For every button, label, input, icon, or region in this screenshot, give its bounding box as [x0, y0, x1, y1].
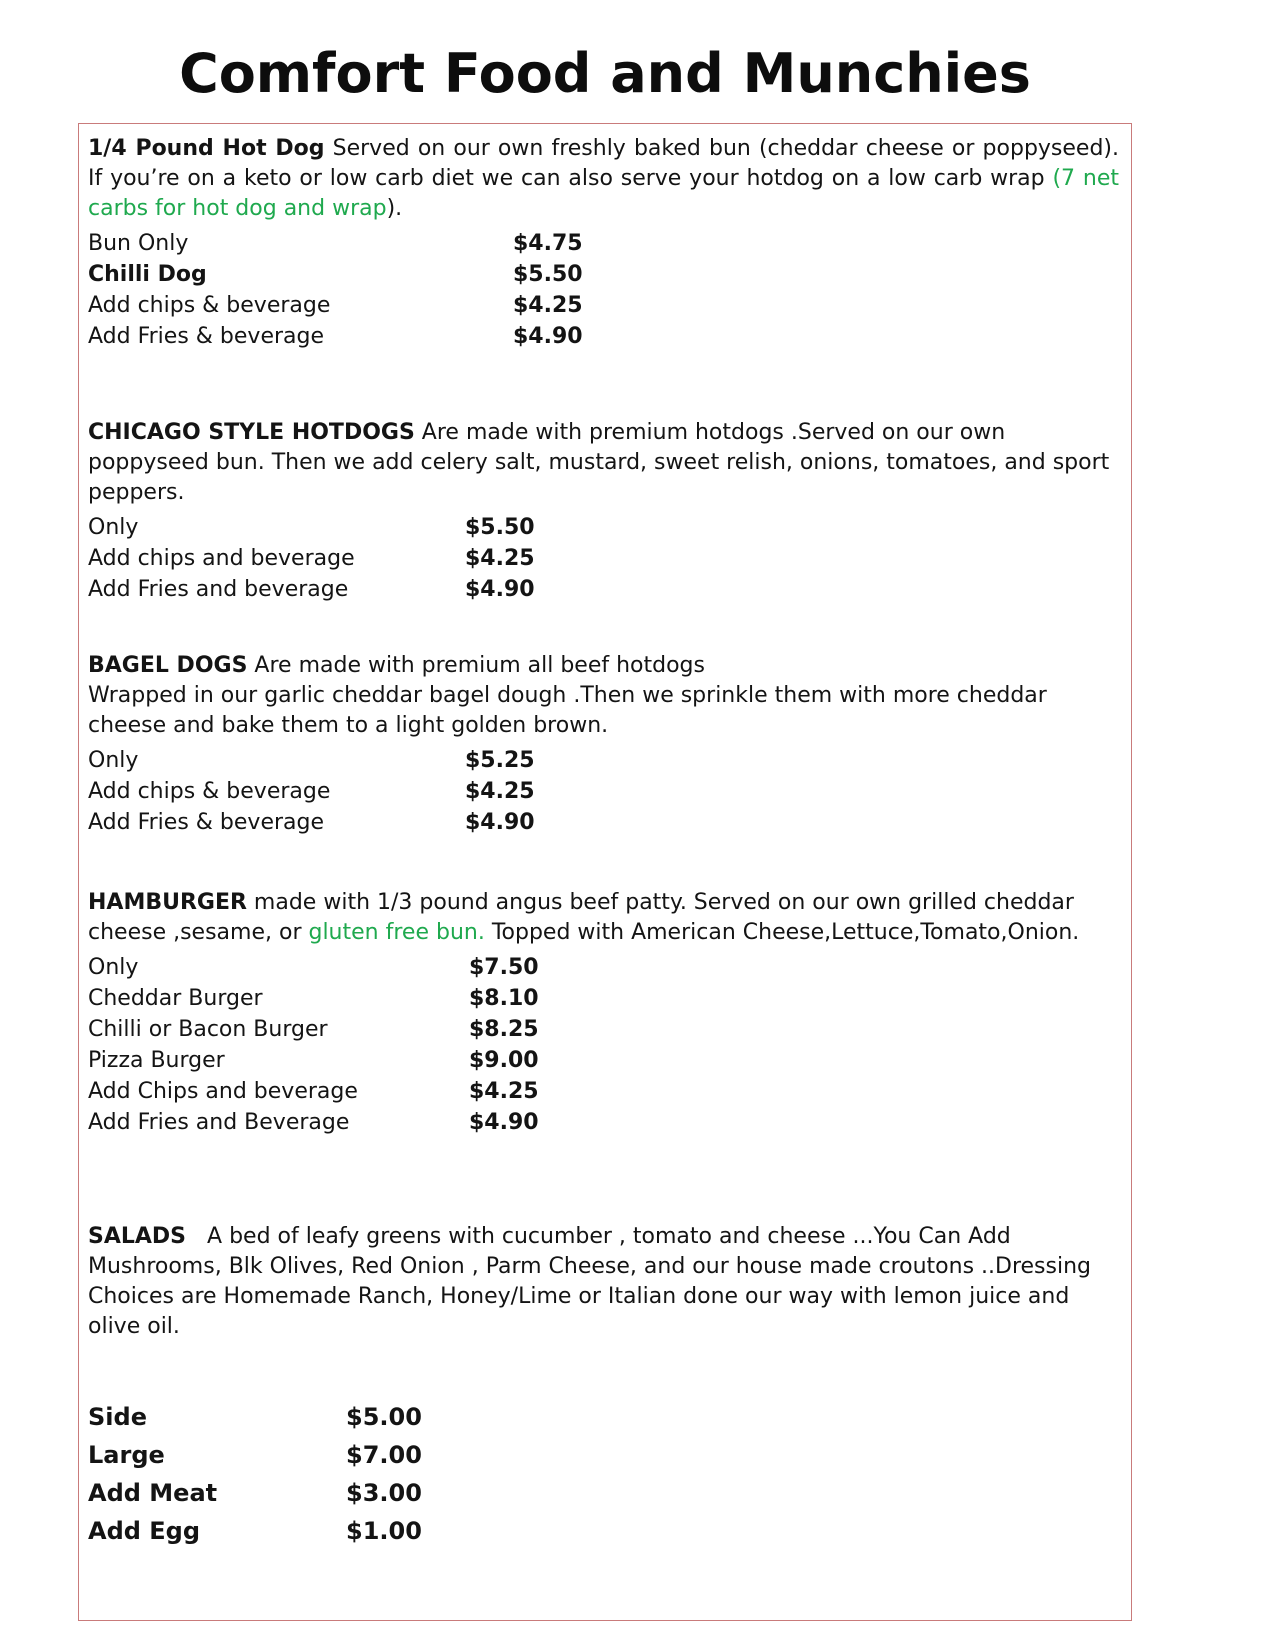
- menu-item: [88, 1512, 1119, 1550]
- item-label: Add chips and beverage: [88, 546, 355, 571]
- item-price: $5.25: [465, 748, 535, 773]
- item-label: Bun Only: [88, 231, 189, 256]
- item-label: Chilli Dog: [88, 262, 207, 287]
- section-heading: BAGEL DOGS: [88, 653, 248, 678]
- item-label: Side: [88, 1403, 147, 1431]
- menu-item: [88, 290, 1119, 321]
- item-label: Chilli or Bacon Burger: [88, 1017, 328, 1042]
- item-label: Only: [88, 955, 139, 980]
- section-hamburger: [88, 888, 1119, 1138]
- description-text: made with 1/3 pound angus beef patty. Served on our own grilled cheddar cheese ,sesame, or: [88, 890, 1074, 945]
- item-label: Only: [88, 515, 139, 540]
- item-price: $4.25: [513, 293, 583, 318]
- description-text: ).: [386, 196, 403, 221]
- item-price: $5.00: [346, 1403, 422, 1431]
- section-bagel-dogs: [88, 651, 1119, 838]
- item-label: Add Egg: [88, 1517, 201, 1545]
- section-description: [88, 888, 1119, 948]
- item-price: $4.25: [465, 546, 535, 571]
- item-label: Add Fries and beverage: [88, 577, 349, 602]
- item-label: Large: [88, 1441, 165, 1469]
- item-label: Add Fries & beverage: [88, 324, 325, 349]
- menu-item: [88, 574, 1119, 605]
- item-price: $3.00: [346, 1479, 422, 1507]
- section-heading: SALADS: [88, 1224, 187, 1249]
- menu-item: [88, 807, 1119, 838]
- item-price: $5.50: [465, 515, 535, 540]
- item-price: $1.00: [346, 1517, 422, 1545]
- menu-item: [88, 952, 1119, 983]
- menu-item: [88, 1014, 1119, 1045]
- description-text: Are made with premium all beef hotdogs: [247, 653, 705, 678]
- item-list: [88, 1398, 1119, 1550]
- menu-item: [88, 983, 1119, 1014]
- section-description: [88, 1222, 1119, 1342]
- menu-item: [88, 259, 1119, 290]
- menu-item: [88, 512, 1119, 543]
- section-heading: CHICAGO STYLE HOTDOGS: [88, 420, 415, 445]
- menu-item: [88, 321, 1119, 352]
- item-price: $8.25: [469, 1017, 539, 1042]
- item-label: Add Chips and beverage: [88, 1079, 358, 1104]
- item-price: $4.75: [513, 231, 583, 256]
- item-price: $4.90: [513, 324, 583, 349]
- item-label: Add Meat: [88, 1479, 218, 1507]
- item-label: Add chips & beverage: [88, 779, 331, 804]
- item-price: $4.90: [465, 810, 535, 835]
- item-price: $5.50: [513, 262, 583, 287]
- menu-item: [88, 228, 1119, 259]
- description-highlight-green: (7 net carbs for hot dog and wrap: [88, 166, 1119, 221]
- item-list: [88, 228, 1119, 352]
- item-label: Add chips & beverage: [88, 293, 331, 318]
- menu-item: [88, 1436, 1119, 1474]
- item-list: [88, 745, 1119, 838]
- menu-item: [88, 745, 1119, 776]
- item-price: $4.25: [469, 1079, 539, 1104]
- section-description: [88, 418, 1119, 508]
- menu-item: [88, 1474, 1119, 1512]
- section-description: [88, 134, 1119, 224]
- item-price: $9.00: [469, 1048, 539, 1073]
- item-price: $4.90: [469, 1110, 539, 1135]
- item-price: $7.00: [346, 1441, 422, 1469]
- section-heading: HAMBURGER: [88, 890, 247, 915]
- item-label: Add Fries & beverage: [88, 810, 325, 835]
- item-price: $4.25: [465, 779, 535, 804]
- description-text: Are made with premium hotdogs .Served on our own poppyseed bun. Then we add celery salt, mustard, sweet relish, onions, tomatoes, and sport peppers.: [88, 420, 1110, 505]
- menu-item: [88, 1076, 1119, 1107]
- item-label: Cheddar Burger: [88, 986, 263, 1011]
- item-price: $4.90: [465, 577, 535, 602]
- menu-item: [88, 1107, 1119, 1138]
- section-heading: 1/4 Pound Hot Dog: [88, 136, 325, 161]
- description-highlight-green: gluten free bun.: [308, 920, 485, 945]
- item-list: [88, 512, 1119, 605]
- item-label: Add Fries and Beverage: [88, 1110, 350, 1135]
- item-price: $7.50: [469, 955, 539, 980]
- description-text: A bed of leafy greens with cucumber , tomato and cheese ...You Can Add Mushrooms, Blk Olives, Red Onion , Parm Cheese, and our house made croutons ..Dressing Choices are Homemade Ranch, Honey/Lime or Italian done our way with lemon juice and olive oil.: [88, 1224, 1091, 1339]
- section-description: [88, 651, 1119, 741]
- description-text: Topped with American Cheese,Lettuce,Tomato,Onion.: [484, 920, 1080, 945]
- item-price: $8.10: [469, 986, 539, 1011]
- menu-content-box: [78, 123, 1132, 1621]
- section-salads: [88, 1222, 1119, 1550]
- menu-item: [88, 1398, 1119, 1436]
- menu-item: [88, 1045, 1119, 1076]
- description-text: Wrapped in our garlic cheddar bagel dough .Then we sprinkle them with more cheddar cheese and bake them to a light golden brown.: [88, 683, 1047, 738]
- item-label: Pizza Burger: [88, 1048, 225, 1073]
- section-chicago-style-hotdogs: [88, 418, 1119, 605]
- menu-item: [88, 543, 1119, 574]
- page-title: Comfort Food and Munchies: [179, 42, 1031, 105]
- menu-item: [88, 776, 1119, 807]
- item-label: Only: [88, 748, 139, 773]
- item-list: [88, 952, 1119, 1138]
- description-text: Served on our own freshly baked bun (cheddar cheese or poppyseed). If you’re on a keto or low carb diet we can also serve your hotdog on a low carb wrap: [88, 136, 1120, 191]
- section-quarter-pound-hot-dog: [88, 134, 1119, 352]
